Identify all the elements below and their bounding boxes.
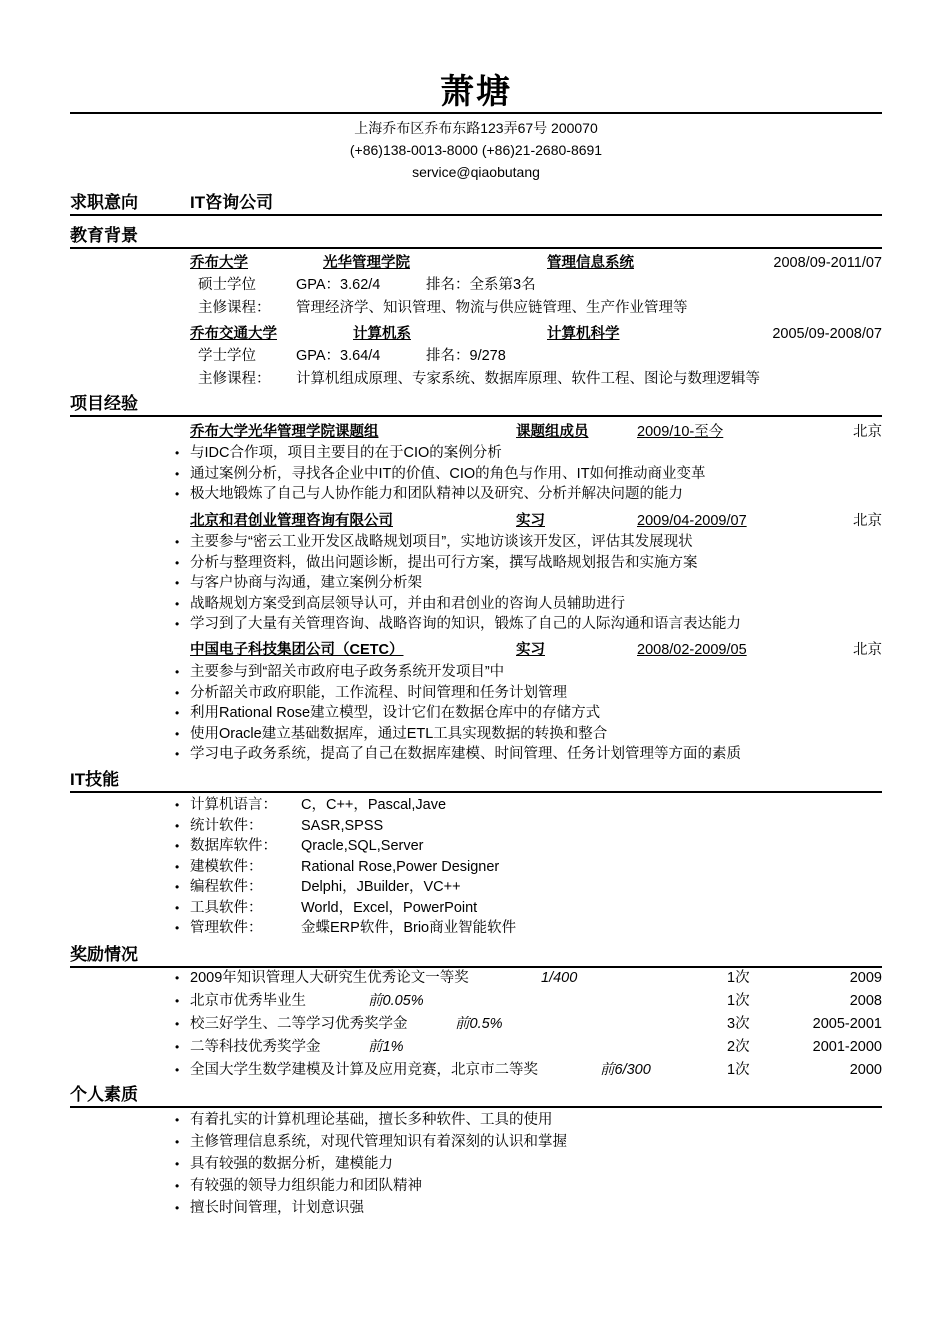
bullet-icon: • [175,487,180,501]
award-name: 二等科技优秀奖学金 [190,1039,321,1055]
major-name: 管理信息系统 [547,255,634,271]
bullet-icon: • [175,726,180,741]
project-dates: 2009/04-2009/07 [637,513,747,529]
project-header-row [190,640,882,661]
header-divider [70,112,882,114]
award-row [175,968,882,989]
award-year: 2000 [849,1062,882,1078]
project-role: 课题组成员 [516,424,589,440]
bullet-icon: • [175,1017,180,1031]
project-role: 实习 [516,513,545,529]
award-name: 校三好学生、二等学习优秀奖学金 [190,1016,408,1032]
objective-label: 求职意向 [70,193,138,212]
bullet-icon: • [175,1040,180,1054]
bullet-icon: • [175,859,180,874]
award-times: 3次 [727,1016,750,1032]
courses-label: 主修课程： [198,371,271,387]
contact-email: service@qiaobutang [412,164,540,180]
contact-address: 上海乔布区乔布东路123弄67号 200070 [354,120,598,136]
bullet-icon: • [175,747,180,761]
award-times: 1次 [727,993,750,1009]
education-courses-row [190,369,882,390]
section-title-skills: IT技能 [70,770,120,789]
bullet-icon: • [175,596,180,611]
bullet-icon: • [175,798,180,812]
project-dates: 2009/10-至今 [637,424,724,440]
section-title-qualities: 个人素质 [70,1085,138,1104]
project-org: 北京和君创业管理咨询有限公司 [190,513,393,529]
section-title-projects: 项目经验 [70,394,138,413]
award-rank: 前0.5% [455,1016,503,1032]
gpa: GPA：3.62/4 [296,277,381,293]
project-city: 北京 [853,513,882,529]
award-year: 2005-2001 [812,1016,882,1032]
bullet-icon: • [175,971,180,985]
award-times: 2次 [727,1039,750,1055]
rank: 排名：全系第3名 [426,277,536,293]
college-name: 计算机系 [353,326,411,342]
bullet-icon: • [175,994,180,1008]
award-name: 2009年知识管理人大研究生优秀论文一等奖 [190,970,469,986]
bullet-icon: • [175,576,180,590]
project-org: 乔布大学光华管理学院课题组 [190,424,379,440]
objective-divider [70,214,882,216]
education-degree-row [190,346,882,367]
bullet-icon: • [175,1179,180,1193]
education-divider [70,247,882,249]
courses: 计算机组成原理、专家系统、数据库原理、软件工程、图论与数理逻辑等 [296,371,760,387]
project-dates: 2008/02-2009/05 [637,642,747,658]
award-rank: 前1% [368,1039,404,1055]
project-org: 中国电子科技集团公司（CETC） [190,642,404,658]
skills-divider [70,791,882,793]
gpa: GPA：3.64/4 [296,348,381,364]
award-name: 全国大学生数学建模及计算及应用竞赛，北京市二等奖 [190,1062,538,1078]
award-rank: 前0.05% [368,993,424,1009]
bullet-icon: • [175,446,180,460]
bullet-icon: • [175,921,180,935]
degree: 硕士学位 [198,277,256,293]
award-row [175,1014,882,1035]
education-header-row [190,324,882,345]
bullet-icon: • [175,1157,180,1171]
project-header-row [190,511,882,532]
bullet-icon: • [175,1113,180,1127]
bullet-icon: • [175,706,180,720]
courses: 管理经济学、知识管理、物流与供应链管理、生产作业管理等 [296,300,688,316]
education-dates: 2005/09-2008/07 [772,326,882,342]
project-header-row [190,422,882,443]
bullet-icon: • [175,535,180,549]
school-name: 乔布大学 [190,255,248,271]
major-name: 计算机科学 [547,326,620,342]
bullet-icon: • [175,880,180,894]
bullet-icon: • [175,839,180,853]
project-city: 北京 [853,642,882,658]
award-year: 2001-2000 [812,1039,882,1055]
degree: 学士学位 [198,348,256,364]
award-row [175,1060,882,1081]
award-rank: 前6/300 [600,1062,651,1078]
candidate-name: 萧塘 [440,73,512,111]
courses-label: 主修课程： [198,300,271,316]
rank: 排名：9/278 [426,348,506,364]
bullet-icon: • [175,1201,180,1215]
education-dates: 2008/09-2011/07 [773,255,882,271]
education-degree-row [190,275,882,296]
award-row [175,1037,882,1058]
project-role: 实习 [516,642,545,658]
education-courses-row [190,298,882,319]
contact-phones: (+86)138-0013-8000 (+86)21-2680-8691 [349,142,603,158]
school-name: 乔布交通大学 [190,326,277,342]
bullet-icon: • [175,685,180,700]
project-city: 北京 [853,424,882,440]
bullet-icon: • [175,900,180,915]
section-title-awards: 奖励情况 [70,945,138,964]
bullet-icon: • [175,1063,180,1077]
bullet-icon: • [175,1135,180,1149]
award-year: 2009 [849,970,882,986]
award-row [175,991,882,1012]
award-name: 北京市优秀毕业生 [190,993,306,1009]
qualities-divider [70,1106,882,1108]
objective-value: IT咨询公司 [190,193,274,212]
bullet-icon: • [175,555,180,570]
bullet-icon: • [175,466,180,481]
college-name: 光华管理学院 [323,255,410,271]
award-times: 1次 [727,1062,750,1078]
award-rank: 1/400 [541,970,578,986]
award-times: 1次 [727,970,750,986]
education-header-row [190,253,882,274]
award-year: 2008 [849,993,882,1009]
projects-divider [70,415,882,417]
section-title-education: 教育背景 [70,226,138,245]
bullet-icon: • [175,665,180,679]
bullet-icon: • [175,617,180,631]
bullet-icon: • [175,818,180,833]
